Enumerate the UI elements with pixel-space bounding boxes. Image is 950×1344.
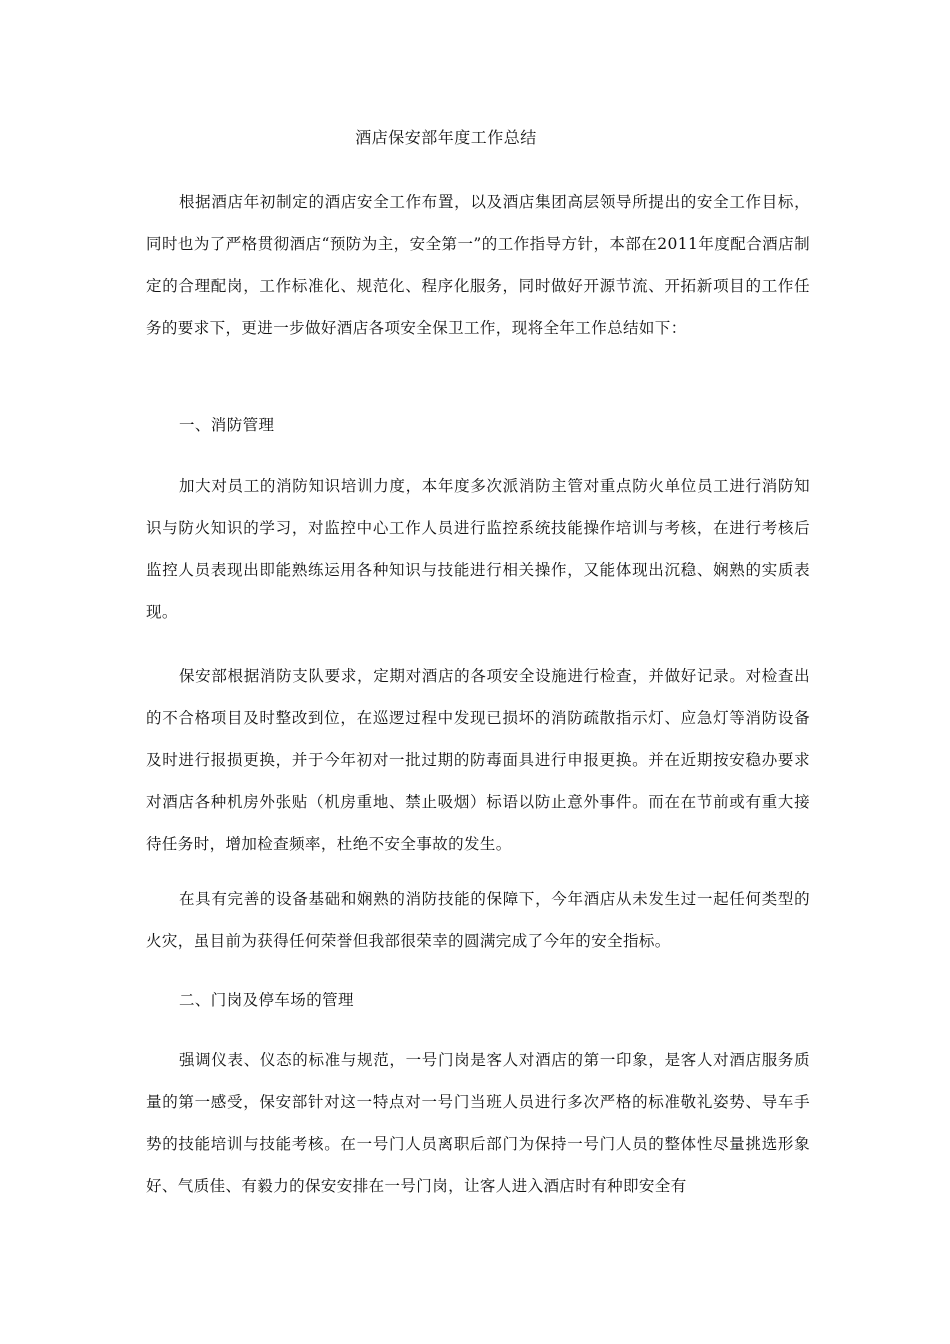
document-title: 酒店保安部年度工作总结	[355, 128, 537, 147]
intro-paragraph: 根据酒店年初制定的酒店安全工作布置，以及酒店集团高层领导所提出的安全工作目标，同时也为了严格贯彻酒店“预防为主，安全第一”的工作指导方针，本部在2011年度配合酒店制定的合理配岗，工作标准化、规范化、程序化服务，同时做好开源节流、开拓新项目的工作任务的要求下，更进一步做好酒店各项安全保卫工作，现将全年工作总结如下：	[146, 193, 810, 337]
fire-training-paragraph: 加大对员工的消防知识培训力度，本年度多次派消防主管对重点防火单位员工进行消防知识与防火知识的学习，对监控中心工作人员进行监控系统技能操作培训与考核，在进行考核后监控人员表现出即能熟练运用各种知识与技能进行相关操作，又能体现出沉稳、娴熟的实质表现。	[146, 477, 810, 621]
section-heading-fire-management: 一、消防管理	[179, 416, 275, 434]
fire-inspection-paragraph: 保安部根据消防支队要求，定期对酒店的各项安全设施进行检查，并做好记录。对检查出的不合格项目及时整改到位，在巡逻过程中发现已损坏的消防疏散指示灯、应急灯等消防设备及时进行报损更换，并于今年初对一批过期的防毒面具进行申报更换。并在近期按安稳办要求对酒店各种机房外张贴（机房重地、禁止吸烟）标语以防止意外事件。而在在节前或有重大接待任务时，增加检查频率，杜绝不安全事故的发生。	[146, 667, 810, 853]
section-heading-gate-parking: 二、门岗及停车场的管理	[179, 991, 354, 1009]
gate-standards-paragraph: 强调仪表、仪态的标准与规范，一号门岗是客人对酒店的第一印象，是客人对酒店服务质量的第一感受，保安部针对这一特点对一号门当班人员进行多次严格的标准敬礼姿势、导车手势的技能培训与技能考核。在一号门人员离职后部门为保持一号门人员的整体性尽量挑选形象好、气质佳、有毅力的保安安排在一号门岗，让客人进入酒店时有种即安全有	[146, 1051, 810, 1195]
fire-safety-result-paragraph: 在具有完善的设备基础和娴熟的消防技能的保障下，今年酒店从未发生过一起任何类型的火灾，虽目前为获得任何荣誉但我部很荣幸的圆满完成了今年的安全指标。	[146, 890, 810, 950]
